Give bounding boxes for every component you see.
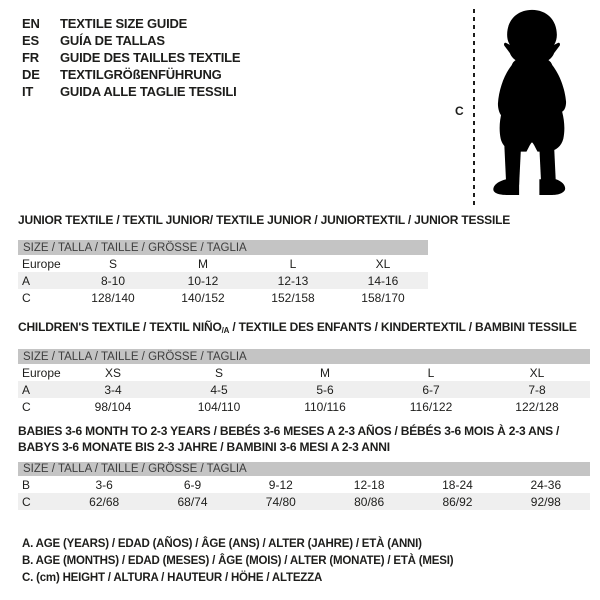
table-cell: 68/74 <box>177 494 208 509</box>
size-header-bar: SIZE / TALLA / TAILLE / GRÖSSE / TAGLIA <box>18 240 428 255</box>
language-label: GUIDE DES TAILLES TEXTILE <box>60 50 241 65</box>
language-label: TEXTILGRÖßENFÜHRUNG <box>60 67 222 82</box>
language-list <box>22 15 240 100</box>
table-cell: L <box>289 256 297 271</box>
table-cell: 152/158 <box>271 290 315 305</box>
table-cell: 3-4 <box>104 382 122 397</box>
title-text: CHILDREN'S TEXTILE / TEXTIL NIÑO <box>18 320 222 334</box>
table-row <box>18 381 590 398</box>
row-label: A <box>22 382 31 397</box>
table-row <box>18 493 590 510</box>
height-measure-label: C <box>455 104 464 118</box>
language-row-fr <box>22 49 240 66</box>
language-code: FR <box>22 50 39 65</box>
table-cell: 5-6 <box>316 382 334 397</box>
note-age-years: A. AGE (YEARS) / EDAD (AÑOS) / ÂGE (ANS) / ALTER (JAHRE) / ETÀ (ANNI) <box>22 538 422 550</box>
table-cell: S <box>108 256 117 271</box>
table-cell: XL <box>375 256 391 271</box>
table-cell: 80/86 <box>354 494 385 509</box>
table-cell: 128/140 <box>91 290 135 305</box>
table-cell: 6-7 <box>422 382 440 397</box>
row-label: C <box>22 494 31 509</box>
table-cell: 122/128 <box>515 399 559 414</box>
language-label: GUIDA ALLE TAGLIE TESSILI <box>60 84 237 99</box>
note-height-cm: C. (cm) HEIGHT / ALTURA / HAUTEUR / HÖHE / ALTEZZA <box>22 572 323 584</box>
junior-table-section <box>18 213 511 306</box>
table-cell: 12-18 <box>353 477 385 492</box>
language-row-de <box>22 66 240 83</box>
title-subscript: /A <box>221 326 230 335</box>
row-label: Europe <box>22 256 61 271</box>
table-cell: 140/152 <box>181 290 225 305</box>
table-row <box>18 272 428 289</box>
table-cell: 24-36 <box>530 477 562 492</box>
title-text: / TEXTILE DES ENFANTS / KINDERTEXTIL / BAMBINI TESSILE <box>229 320 577 334</box>
table-cell: 12-13 <box>277 273 309 288</box>
baby-silhouette-image <box>485 8 579 206</box>
language-label: TEXTILE SIZE GUIDE <box>60 16 188 31</box>
table-cell: XS <box>104 365 121 380</box>
size-header-bar: SIZE / TALLA / TAILLE / GRÖSSE / TAGLIA <box>18 462 590 476</box>
language-row-en <box>22 15 240 32</box>
table-cell: XL <box>529 365 545 380</box>
language-code: DE <box>22 67 40 82</box>
table-cell: 14-16 <box>367 273 399 288</box>
table-cell: 18-24 <box>442 477 473 492</box>
table-cell: 8-10 <box>100 273 126 288</box>
table-cell: M <box>320 365 330 380</box>
table-cell: 104/110 <box>197 399 241 414</box>
row-label: A <box>22 273 31 288</box>
legend-notes <box>22 536 453 587</box>
row-label: C <box>22 290 31 305</box>
row-label: C <box>22 399 31 414</box>
table-row <box>18 398 590 415</box>
table-cell: 86/92 <box>442 494 473 509</box>
table-row <box>18 364 590 381</box>
table-row <box>18 255 428 272</box>
table-cell: 92/98 <box>530 494 561 509</box>
table-cell: 7-8 <box>528 382 546 397</box>
height-measure-dashed-line <box>473 9 475 207</box>
babies-table-title <box>18 423 590 455</box>
row-label: B <box>22 477 31 492</box>
table-row <box>18 289 428 306</box>
language-code: EN <box>22 16 40 31</box>
language-label: GUÍA DE TALLAS <box>60 33 165 48</box>
table-cell: 62/68 <box>89 494 120 509</box>
table-cell: 98/104 <box>94 399 132 414</box>
table-cell: 110/116 <box>304 399 346 414</box>
table-cell: 6-9 <box>183 477 202 492</box>
babies-table-title-line2: BABYS 3-6 MONATE BIS 2-3 JAHRE / BAMBINI 3-6 MESI A 2-3 ANNI <box>18 440 390 454</box>
children-table-title <box>18 320 590 338</box>
table-row <box>18 476 590 493</box>
table-cell: 158/170 <box>361 290 405 305</box>
table-cell: S <box>214 365 223 380</box>
size-header-bar: SIZE / TALLA / TAILLE / GRÖSSE / TAGLIA <box>18 349 590 364</box>
table-cell: 10-12 <box>187 273 219 288</box>
table-cell: 3-6 <box>95 477 113 492</box>
table-cell: 116/122 <box>409 399 453 414</box>
language-row-it <box>22 83 240 100</box>
language-code: ES <box>22 33 39 48</box>
children-table-section <box>18 320 590 415</box>
language-row-es <box>22 32 240 49</box>
table-cell: 74/80 <box>265 494 296 509</box>
table-cell: 9-12 <box>268 477 293 492</box>
row-label: Europe <box>22 365 61 380</box>
junior-table-title: JUNIOR TEXTILE / TEXTIL JUNIOR/ TEXTILE JUNIOR / JUNIORTEXTIL / JUNIOR TESSILE <box>18 213 511 227</box>
language-code: IT <box>22 84 34 99</box>
table-cell: 4-5 <box>210 382 228 397</box>
note-age-months: B. AGE (MONTHS) / EDAD (MESES) / ÂGE (MOIS) / ALTER (MONATE) / ETÀ (MESI) <box>22 555 454 567</box>
table-cell: M <box>198 256 208 271</box>
table-cell: L <box>427 365 435 380</box>
babies-table-section <box>18 423 590 510</box>
babies-table-title-line1: BABIES 3-6 MONTH TO 2-3 YEARS / BEBÉS 3-6 MESES A 2-3 AÑOS / BÉBÉS 3-6 MOIS À 2-3 ANS / <box>18 424 560 438</box>
